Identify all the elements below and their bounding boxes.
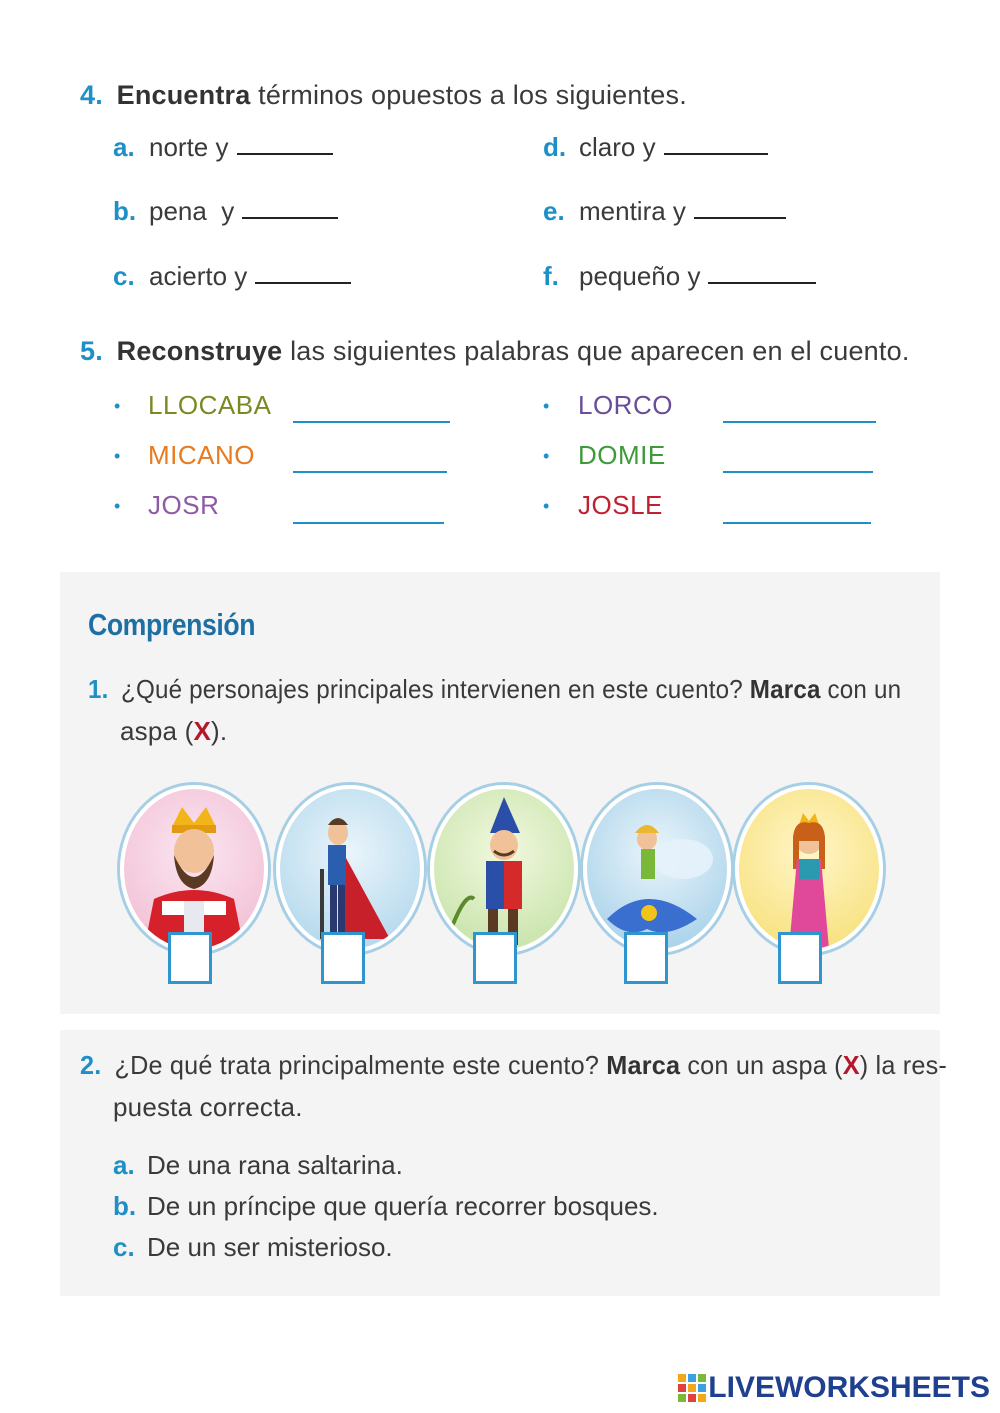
bullet: •: [114, 396, 121, 416]
king-icon: [124, 789, 264, 949]
scrambled-word-3: JOSR: [148, 490, 220, 520]
q4-heading: [80, 80, 687, 111]
item-text: mentira y: [579, 196, 686, 226]
x-mark: X: [842, 1050, 860, 1080]
option-text: De una rana saltarina.: [147, 1150, 403, 1180]
option-text: De un ser misterioso.: [147, 1232, 393, 1262]
option-letter: b.: [113, 1191, 137, 1221]
comprension-title: Comprensión: [88, 607, 256, 642]
bullet: •: [543, 396, 550, 416]
item-letter: b.: [113, 196, 137, 226]
liveworksheets-grid-icon: [678, 1374, 706, 1402]
q2-option-a[interactable]: [113, 1150, 403, 1181]
answer-line-5[interactable]: [723, 470, 873, 473]
q2-option-c[interactable]: [113, 1232, 393, 1263]
bullet: •: [543, 496, 550, 516]
scrambled-word-6: JOSLE: [578, 490, 663, 520]
comp-q2-bold: Marca: [606, 1050, 681, 1080]
option-letter: a.: [113, 1150, 135, 1180]
scrambled-word-2: MICANO: [148, 440, 255, 470]
q5-rest: las siguientes palabras que aparecen en el cuento.: [282, 336, 910, 366]
prince-icon: [280, 789, 420, 949]
comp-q2-text: ¿De qué trata principalmente este cuento?: [114, 1050, 600, 1080]
comp-q2-end: ) la res-: [859, 1050, 947, 1080]
item-letter: d.: [543, 132, 567, 162]
answer-line-6[interactable]: [723, 521, 871, 524]
comp-q1-line2-end: ).: [211, 716, 228, 746]
fairy-icon: [587, 789, 727, 949]
comp-q1-line2-start: aspa (: [120, 716, 194, 746]
checkbox-fairy[interactable]: [624, 932, 668, 984]
q5-heading: [80, 336, 910, 367]
answer-blank[interactable]: [255, 281, 351, 284]
answer-line-3[interactable]: [293, 521, 444, 524]
item-text: claro y: [579, 132, 656, 162]
checkbox-king[interactable]: [168, 932, 212, 984]
item-text: acierto y: [149, 261, 248, 291]
q4-rest: términos opuestos a los siguientes.: [250, 80, 687, 110]
checkbox-princess[interactable]: [778, 932, 822, 984]
checkbox-jester[interactable]: [473, 932, 517, 984]
bullet: •: [114, 446, 121, 466]
q4-item-a: [113, 132, 333, 163]
character-prince: [276, 785, 424, 953]
comp-q1-after: con un: [820, 674, 902, 704]
option-letter: c.: [113, 1232, 135, 1262]
answer-blank[interactable]: [694, 216, 786, 219]
jester-icon: [434, 789, 574, 949]
comp-q2-line2: puesta correcta.: [113, 1092, 303, 1122]
item-letter: f.: [543, 261, 559, 291]
answer-blank[interactable]: [664, 152, 768, 155]
character-king: [120, 785, 268, 953]
q4-item-d: [543, 132, 768, 163]
comp-q2-mid: con un aspa (: [680, 1050, 843, 1080]
item-letter: c.: [113, 261, 135, 291]
answer-line-4[interactable]: [723, 420, 876, 423]
character-princess: [735, 785, 883, 953]
logo-text: LIVEWORKSHEETS: [708, 1371, 990, 1404]
comp-q2-number: 2.: [80, 1050, 102, 1080]
comp-q1-bold: Marca: [749, 674, 821, 704]
q4-bold: Encuentra: [116, 80, 251, 110]
q2-option-b[interactable]: [113, 1191, 659, 1222]
bullet: •: [114, 496, 121, 516]
liveworksheets-logo: [678, 1371, 990, 1405]
answer-line-1[interactable]: [293, 420, 450, 423]
q5-number: 5.: [80, 336, 103, 366]
item-letter: e.: [543, 196, 565, 226]
comp-q1-number: 1.: [88, 674, 109, 704]
q5-bold: Reconstruye: [116, 336, 283, 366]
scrambled-word-1: LLOCABA: [148, 390, 272, 420]
q4-item-b: [113, 196, 338, 227]
bullet: •: [543, 446, 550, 466]
q4-item-c: [113, 261, 351, 292]
character-jester: [430, 785, 578, 953]
comp-q1-line2: [120, 716, 227, 747]
scrambled-word-4: LORCO: [578, 390, 673, 420]
comp-q2-line1: [80, 1050, 947, 1081]
princess-icon: [739, 789, 879, 949]
answer-blank[interactable]: [708, 281, 816, 284]
q4-item-f: [543, 261, 816, 292]
x-mark: X: [193, 716, 212, 746]
item-letter: a.: [113, 132, 135, 162]
answer-blank[interactable]: [237, 152, 333, 155]
character-fairy: [583, 785, 731, 953]
scrambled-word-5: DOMIE: [578, 440, 666, 470]
item-text: norte y: [149, 132, 229, 162]
q4-item-e: [543, 196, 786, 227]
item-text: pena y: [149, 196, 235, 226]
comp-q1-line1: [88, 674, 901, 705]
answer-line-2[interactable]: [293, 470, 447, 473]
comp-q1-text: ¿Qué personajes principales intervienen en este cuento?: [121, 674, 743, 704]
answer-blank[interactable]: [242, 216, 338, 219]
option-text: De un príncipe que quería recorrer bosques.: [147, 1191, 659, 1221]
item-text: pequeño y: [579, 261, 701, 291]
checkbox-prince[interactable]: [321, 932, 365, 984]
q4-number: 4.: [80, 80, 103, 110]
